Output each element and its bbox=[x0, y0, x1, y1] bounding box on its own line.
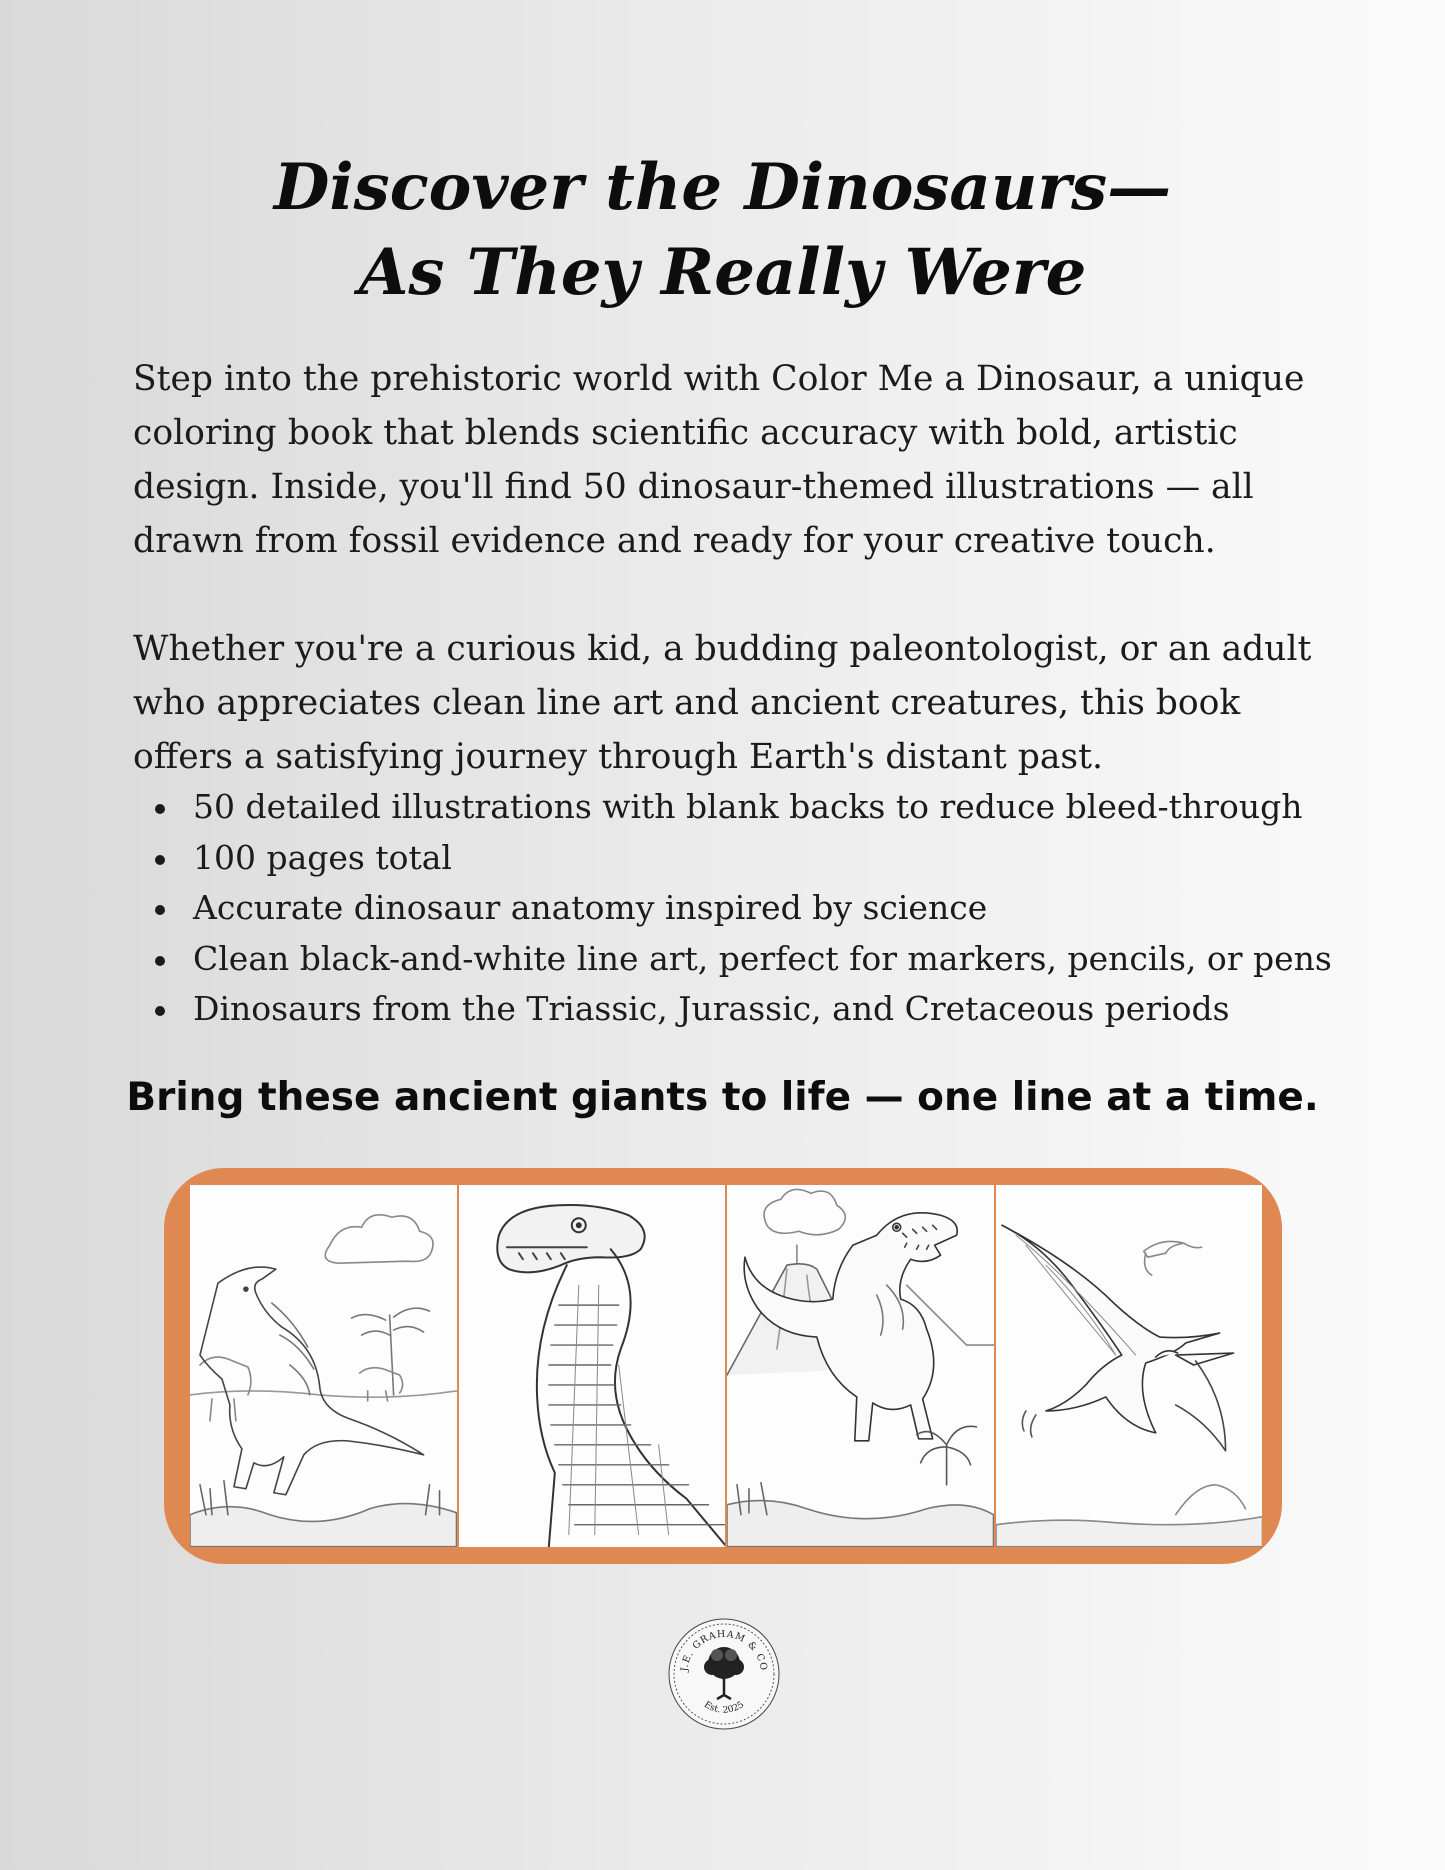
feature-item bbox=[148, 883, 1332, 934]
feature-item bbox=[148, 782, 1332, 833]
feature-item bbox=[148, 833, 1332, 884]
logo-bottom-text: Est. 2025 bbox=[702, 1699, 746, 1716]
bullet-icon bbox=[155, 956, 165, 966]
feature-text: Clean black-and-white line art, perfect for markers, pencils, or pens bbox=[193, 938, 1332, 978]
intro-line: design. Inside, you'll find 50 dinosaur-themed illustrations — all bbox=[133, 467, 1254, 507]
long-necked-dinosaur-illustration bbox=[459, 1185, 726, 1547]
bullet-icon bbox=[155, 855, 165, 865]
audience-paragraph bbox=[133, 622, 1333, 784]
illustration-gallery bbox=[190, 1185, 1262, 1547]
parasaurolophus-illustration bbox=[190, 1185, 457, 1547]
tagline: Bring these ancient giants to life — one line at a time. bbox=[126, 1075, 1319, 1120]
bullet-icon bbox=[155, 905, 165, 915]
intro-line: drawn from fossil evidence and ready for your creative touch. bbox=[133, 521, 1216, 561]
feature-text: 100 pages total bbox=[193, 837, 452, 877]
bullet-icon bbox=[155, 1006, 165, 1016]
feature-text: Dinosaurs from the Triassic, Jurassic, and Cretaceous periods bbox=[193, 989, 1230, 1028]
publisher-logo bbox=[667, 1617, 781, 1731]
pterosaur-illustration bbox=[996, 1185, 1263, 1547]
title-line-1: Discover the Dinosaurs— bbox=[273, 150, 1172, 225]
intro-paragraph bbox=[133, 352, 1333, 568]
audience-line: Whether you're a curious kid, a budding paleontologist, or an adult bbox=[133, 629, 1312, 669]
title-line-2: As They Really Were bbox=[358, 235, 1087, 310]
feature-text: 50 detailed illustrations with blank backs to reduce bleed-through bbox=[193, 787, 1303, 826]
page-title bbox=[0, 145, 1445, 315]
intro-line: Step into the prehistoric world with Color Me a Dinosaur, a unique bbox=[133, 359, 1305, 399]
feature-item bbox=[148, 934, 1332, 985]
audience-line: offers a satisfying journey through Earth's distant past. bbox=[133, 737, 1103, 777]
feature-list bbox=[148, 782, 1332, 1035]
feature-text: Accurate dinosaur anatomy inspired by science bbox=[193, 888, 988, 927]
audience-line: who appreciates clean line art and ancient creatures, this book bbox=[133, 683, 1241, 723]
feature-item bbox=[148, 984, 1332, 1035]
bullet-icon bbox=[155, 804, 165, 814]
logo-top-text: J.E. GRAHAM & CO bbox=[679, 1628, 770, 1673]
intro-line: coloring book that blends scientific accuracy with bold, artistic bbox=[133, 413, 1238, 453]
raptor-volcano-illustration bbox=[727, 1185, 994, 1547]
